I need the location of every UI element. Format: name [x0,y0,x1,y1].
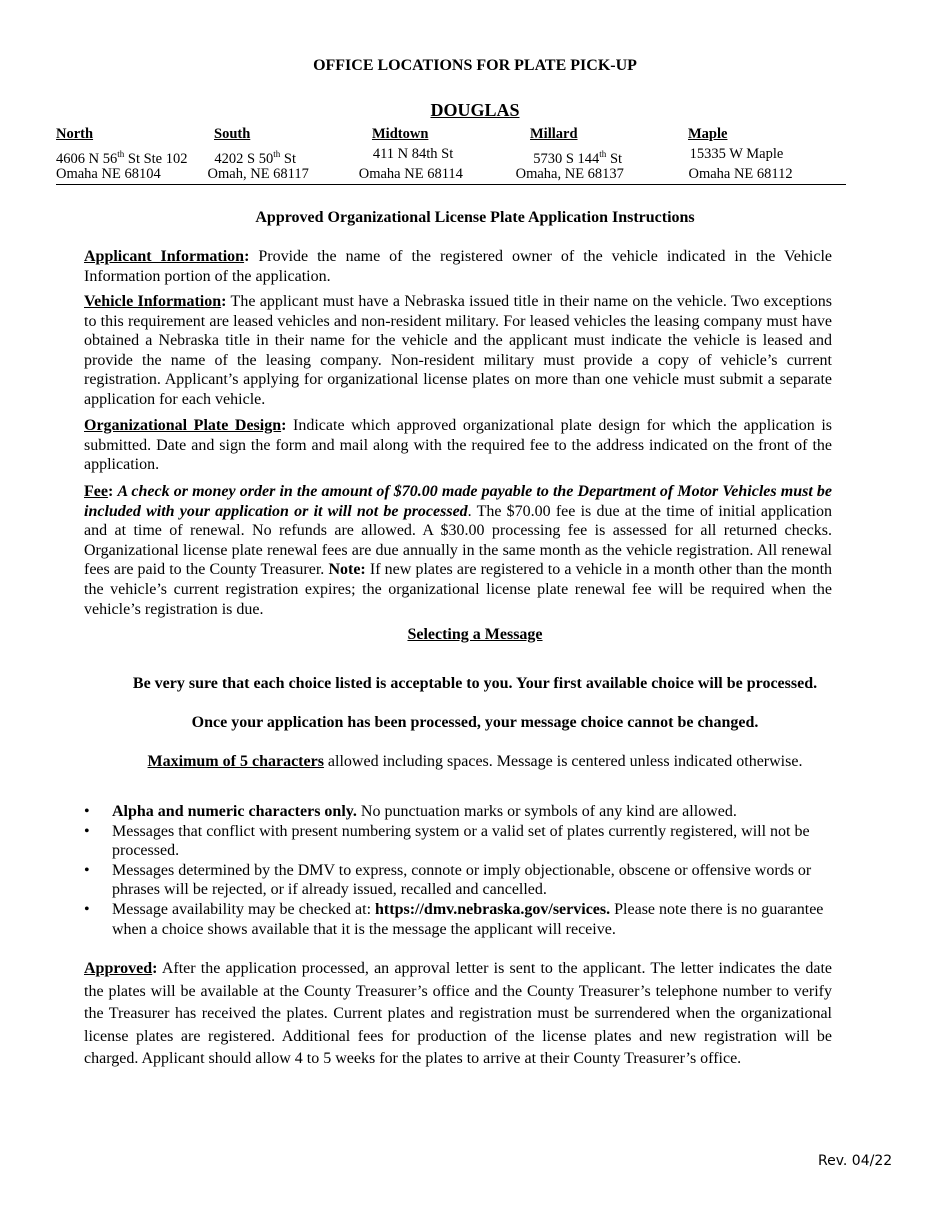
selecting-message-heading: Selecting a Message [407,626,543,643]
office-city-north: Omaha NE 68104 [56,166,161,182]
page-title: OFFICE LOCATIONS FOR PLATE PICK-UP [313,57,637,74]
fee-label: Fee [84,483,108,500]
office-locations-table [56,124,846,185]
office-name-south: South [214,126,251,142]
fee-note-label: Note: [328,561,366,579]
max-characters-line: Maximum of 5 characters allowed including spaces. Message is centered unless indicated otherwise. [147,753,803,770]
office-street-maple: 15335 W Maple [689,146,784,162]
max-characters-label: Maximum of 5 characters [147,753,324,770]
plate-design-label: Organizational Plate Design [84,417,282,434]
office-name-millard: Millard [530,126,578,142]
message-warning-first-choice: Be very sure that each choice listed is acceptable to you. Your first available choice will be processed. [132,675,818,692]
approved-paragraph: Approved: After the application processed, an approval letter is sent to the applicant. The letter indicates the date the plates will be available at the County Treasurer’s office and the County Treasurer’s telephone number to verify the Treasurer has received the plates. Current plates and registration must be surrendered when the organizational license plates are registered. Additional fees for production of the license plates and new registration will be charged. Applicant should allow 4 to 5 weeks for the plates to arrive at their County Treasurer’s office. [84,960,832,1068]
revision-label: Rev. 04/22 [818,1153,893,1169]
vehicle-information-paragraph: Vehicle Information: The applicant must have a Nebraska issued title in their name on the vehicle. Two exceptions to this requirement are leased vehicles and non-resident military. For leased vehicles the leasing company must have obtained a Nebraska title in their name for the vehicle and the applicant must indicate the vehicle is leased and provide the name of the leasing company. Non-resident military must provide a copy of vehicle’s current registration. Applicant’s applying for organizational license plates on more than one vehicle must submit a separate application for each vehicle. [84,293,833,408]
office-names-row [56,124,846,144]
dmv-services-link[interactable]: https://dmv.nebraska.gov/services. [375,900,611,918]
instructions-title: Approved Organizational License Plate Application Instructions [255,209,695,226]
office-city-midtown: Omaha NE 68114 [358,166,463,182]
office-city-millard: Omaha, NE 68137 [515,166,624,182]
message-warning-no-change: Once your application has been processed, your message choice cannot be changed. [191,714,759,731]
office-street-millard: 5730 S 144th St [533,149,623,167]
office-cities-row [56,164,846,184]
approved-label: Approved [84,960,153,977]
office-city-maple: Omaha NE 68112 [688,166,793,182]
office-street-south: 4202 S 50th St [214,149,296,167]
list-item: • Messages that conflict with present numbering system or a valid set of plates currently registered, will not be processed. [84,822,832,861]
fee-paragraph: Fee: A check or money order in the amount of $70.00 made payable to the Department of Motor Vehicles must be included with your application or it will not be processed. The $70.00 fee is due at the time of initial application and at time of renewal. No refunds are allowed. A $30.00 processing fee is assessed for all returned checks. Organizational license plate renewal fees are due annually in the same month as the vehicle registration. All renewal fees are paid to the County Treasurer. Note: If new plates are registered to a vehicle in a month other than the month the vehicle’s current registration expires; the organizational license plate renewal fee will be required when the vehicle’s registration is due. [84,483,833,618]
list-item: • Messages determined by the DMV to express, connote or imply objectionable, obscene or offensive words or phrases will be rejected, or if already issued, recalled and cancelled. [84,861,832,900]
list-item: • Alpha and numeric characters only. No punctuation marks or symbols of any kind are allowed. [84,802,832,822]
office-name-midtown: Midtown [372,126,429,142]
message-rules-list [84,802,832,939]
office-street-midtown: 411 N 84th St [372,146,454,162]
office-streets-row [56,144,846,167]
applicant-information-paragraph: Applicant Information: Provide the name of the registered owner of the vehicle indicated in the Vehicle Information portion of the application. [84,248,833,285]
office-name-maple: Maple [688,126,728,142]
applicant-information-label: Applicant Information [84,248,245,265]
vehicle-information-label: Vehicle Information [84,293,222,310]
office-city-south: Omah, NE 68117 [207,166,309,182]
plate-design-paragraph: Organizational Plate Design: Indicate which approved organizational plate design for which the application is submitted. Date and sign the form and mail along with the required fee to the address indicated on the front of the application. [84,417,833,474]
fee-emphasis: A check or money order in the amount of $70.00 made payable to the Department of Motor Vehicles must be included with your application or it will not be processed [84,483,832,520]
office-street-north: 4606 N 56th St Ste 102 [56,149,188,167]
list-item: • Message availability may be checked at: https://dmv.nebraska.gov/services. Please note there is no guarantee when a choice shows available that it is the message the applicant will receive. [84,900,832,939]
office-name-north: North [56,126,94,142]
county-heading: DOUGLAS [430,100,520,120]
